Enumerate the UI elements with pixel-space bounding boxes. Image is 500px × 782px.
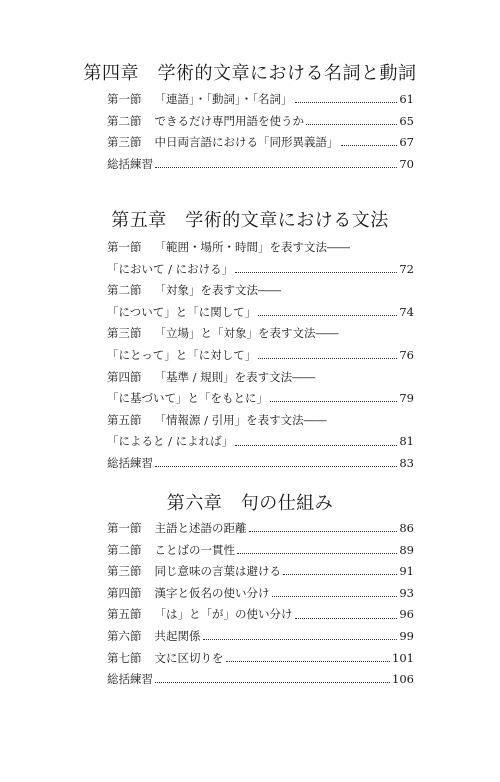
page-number: 76: [399, 348, 414, 363]
dot-leader: [235, 445, 397, 446]
entry-title: 「において / における」: [107, 261, 234, 276]
dot-leader: [272, 596, 398, 597]
dot-leader: [226, 661, 391, 662]
page-number: 67: [399, 135, 414, 150]
toc-entry: [107, 280, 414, 302]
section-number: 第三節: [107, 135, 142, 150]
chapter-toc: [107, 518, 414, 691]
toc-entry: [107, 323, 414, 345]
toc-entry: [107, 302, 414, 324]
dot-leader: [341, 145, 398, 146]
toc-entry: [107, 410, 414, 432]
entry-title: 「連語」・「動詞」・「名詞」: [154, 92, 293, 107]
toc-entry: [107, 583, 414, 605]
page-number: 99: [399, 629, 414, 644]
section-number: 第二節: [107, 283, 142, 298]
entry-title: 「対象」を表す文法――: [154, 283, 281, 298]
entry-title: 「に基づいて」と「をもとに」: [107, 391, 268, 406]
toc-entry: [107, 453, 414, 475]
toc-entry: [107, 648, 414, 670]
toc-entry: [107, 154, 414, 176]
dot-leader: [249, 531, 398, 532]
entry-title: 「について」と「に関して」: [107, 304, 257, 319]
section-number: 第七節: [107, 650, 142, 665]
toc-entry: [107, 540, 414, 562]
toc-entry: [107, 431, 414, 453]
page-number: 96: [399, 607, 414, 622]
entry-title: 同じ意味の言葉は避ける: [154, 564, 281, 579]
chapter-heading: 第六章 句の仕組み: [166, 493, 334, 514]
page-number: 83: [399, 455, 414, 470]
entry-title: 主語と述語の距離: [154, 521, 247, 536]
toc-entry: [107, 132, 414, 154]
dot-leader: [155, 682, 390, 683]
section-number: 第三節: [107, 564, 142, 579]
toc-entry: [107, 111, 414, 133]
page-number: 61: [399, 92, 414, 107]
toc-entry: [107, 259, 414, 281]
entry-title: 「基準 / 規則」を表す文法――: [154, 369, 316, 384]
dot-leader: [258, 358, 397, 359]
dot-leader: [283, 574, 397, 575]
chapter-toc: [107, 237, 414, 475]
entry-title: 「は」と「が」の使い分け: [154, 607, 293, 622]
section-number: 第五節: [107, 412, 142, 427]
entry-title: 「によると / によれば」: [107, 434, 234, 449]
toc-entry: [107, 604, 414, 626]
section-number: 第一節: [107, 521, 142, 536]
page-number: 65: [399, 113, 414, 128]
entry-title: 漢字と仮名の使い分け: [154, 585, 270, 600]
section-number: 第四節: [107, 585, 142, 600]
dot-leader: [155, 167, 397, 168]
toc-entry: [107, 518, 414, 540]
page-number: 70: [399, 156, 414, 171]
toc-entry: [107, 237, 414, 259]
section-number: 総括練習: [107, 672, 153, 687]
entry-title: 「立場」と「対象」を表す文法――: [154, 326, 339, 341]
section-number: 第二節: [107, 542, 142, 557]
section-number: 第五節: [107, 607, 142, 622]
toc-entry: [107, 345, 414, 367]
page-number: 86: [399, 521, 414, 536]
entry-title: 「にとって」と「に対して」: [107, 348, 257, 363]
toc-entry: [107, 89, 414, 111]
toc-entry: [107, 388, 414, 410]
entry-title: ことばの一貫性: [154, 542, 235, 557]
dot-leader: [203, 639, 398, 640]
page-number: 106: [392, 672, 414, 687]
entry-title: 中日両言語における「同形異義語」: [154, 135, 339, 150]
toc-entry: [107, 626, 414, 648]
page-number: 81: [399, 434, 414, 449]
section-number: 第二節: [107, 113, 142, 128]
section-number: 総括練習: [107, 156, 153, 171]
dot-leader: [306, 124, 397, 125]
chapter-toc: [107, 89, 414, 175]
page-number: 79: [399, 391, 414, 406]
page-number: 93: [399, 585, 414, 600]
dot-leader: [155, 466, 397, 467]
section-number: 第一節: [107, 92, 142, 107]
section-number: 第六節: [107, 629, 142, 644]
page-number: 91: [399, 564, 414, 579]
section-number: 総括練習: [107, 455, 153, 470]
chapter-heading: 第五章 学術的文章における文法: [111, 210, 389, 231]
dot-leader: [237, 553, 397, 554]
dot-leader: [295, 102, 398, 103]
dot-leader: [258, 315, 397, 316]
toc-entry: [107, 561, 414, 583]
entry-title: できるだけ専門用語を使うか: [154, 113, 304, 128]
entry-title: 共起関係: [154, 629, 201, 644]
toc-entry: [107, 669, 414, 691]
page-number: 72: [399, 261, 414, 276]
section-number: 第四節: [107, 369, 142, 384]
dot-leader: [295, 618, 398, 619]
entry-title: 文に区切りを: [154, 650, 224, 665]
section-number: 第三節: [107, 326, 142, 341]
page-number: 74: [399, 304, 414, 319]
page-number: 101: [392, 650, 414, 665]
dot-leader: [270, 401, 397, 402]
toc-entry: [107, 367, 414, 389]
entry-title: 「範囲・場所・時間」を表す文法――: [154, 240, 350, 255]
page-number: 89: [399, 542, 414, 557]
section-number: 第一節: [107, 240, 142, 255]
dot-leader: [235, 272, 397, 273]
chapter-heading: 第四章 学術的文章における名詞と動詞: [83, 63, 417, 84]
entry-title: 「情報源 / 引用」を表す文法――: [154, 412, 327, 427]
